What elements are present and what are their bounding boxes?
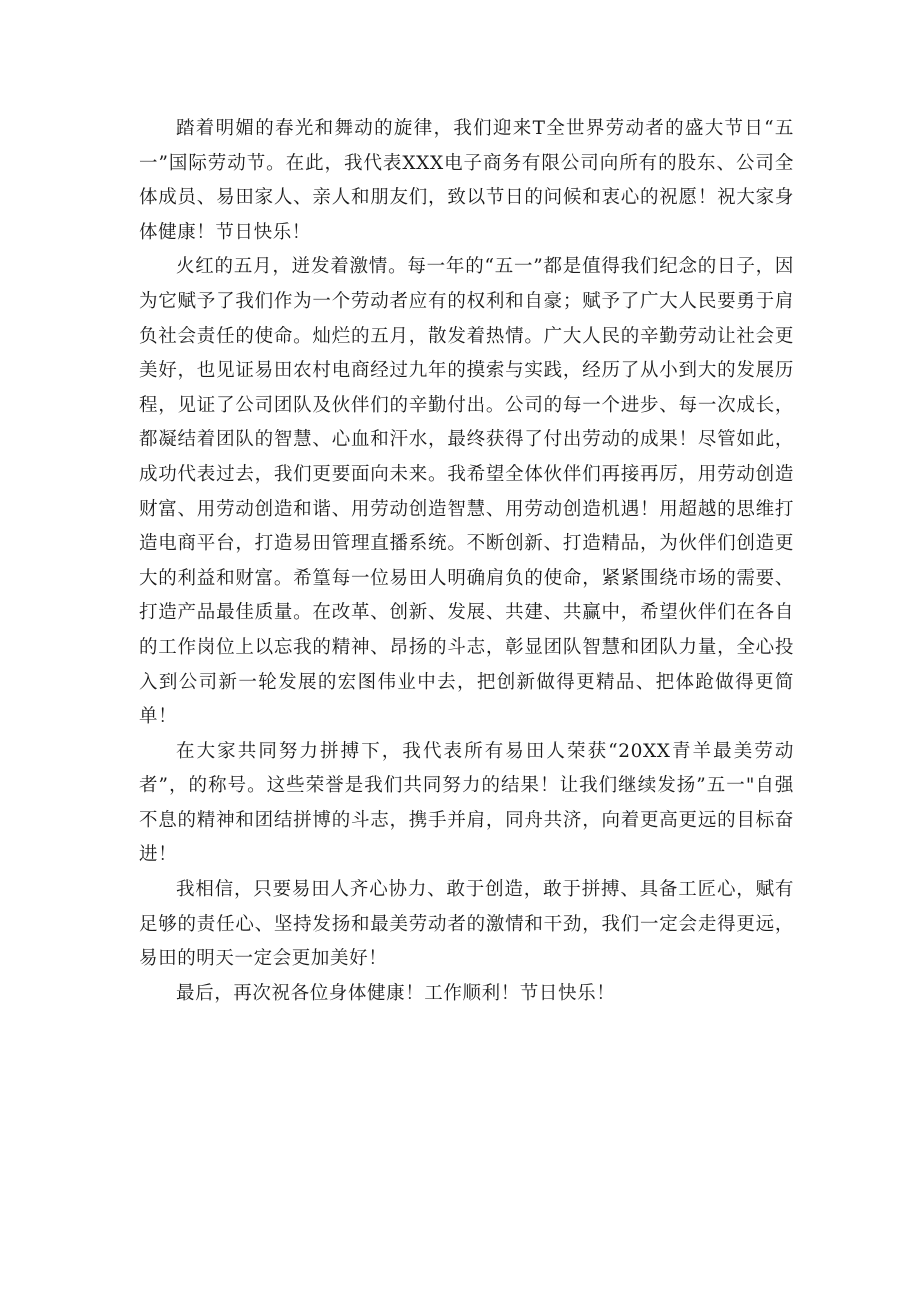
paragraph-may-passion: 火红的五月，迸发着激情。每一年的“五一”都是值得我们纪念的日子，因为它赋予了我们作为一个劳动者应有的权利和自豪；赋予了广大人民要勇于肩负社会责任的使命。灿烂的五月，散发着热情。广大人民的辛勤劳动让社会更美好，也见证易田农村电商经过九年的摸索与实践，经历了从小到大的发展历程，见证了公司团队及伙伴们的辛勤付出。公司的每一个进步、每一次成长，都凝结着团队的智慧、心血和汗水，最终获得了付出劳动的成果！尽管如此，成功代表过去，我们更要面向未来。我希望全体伙伴们再接再厉，用劳动创造财富、用劳动创造和谐、用劳动创造智慧、用劳动创造机遇！用超越的思维打造电商平台，打造易田管理直播系统。不断创新、打造精品，为伙伴们创造更大的利益和财富。希篁每一位易田人明确肩负的使命，紧紧围绕市场的需要、打造产品最佳质量。在改革、创新、发展、共建、共赢中，希望伙伴们在各自的工作岗位上以忘我的精神、昂扬的斗志，彰显团队智慧和团队力量，全心投入到公司新一轮发展的宏图伟业中去，把创新做得更精品、把体跄做得更简单！ — [139, 256, 794, 728]
paragraph-closing: 最后，再次祝各位身体健康！工作顺利！节日快乐！ — [176, 982, 616, 1004]
document-body — [139, 112, 794, 1011]
paragraph-honor: 在大家共同努力拼搏下，我代表所有易田人荣获“20XX青羊最美劳动者”，的称号。这些荣誉是我们共同努力的结果！让我们继续发扬”五一"自强不息的精神和团结拼博的斗志，携手并肩，同舟共济，向着更高更远的目标奋进！ — [139, 740, 794, 866]
paragraph-greeting: 踏着明媚的春光和舞动的旋律，我们迎来T全世界劳动者的盛大节日“五一”国际劳动节。在此，我代表XXX电子商务有限公司向所有的股东、公司全体成员、易田家人、亲人和朋友们，致以节日的问候和衷心的祝愿！祝大家身体健康！节日快乐！ — [139, 118, 794, 243]
paragraph-belief: 我相信，只要易田人齐心协力、敢于创造，敢于拼搏、具备工匠心，赋有足够的责任心、坚持发扬和最美劳动者的激情和干劲，我们一定会走得更远，易田的明天一定会更加美好！ — [139, 879, 794, 970]
